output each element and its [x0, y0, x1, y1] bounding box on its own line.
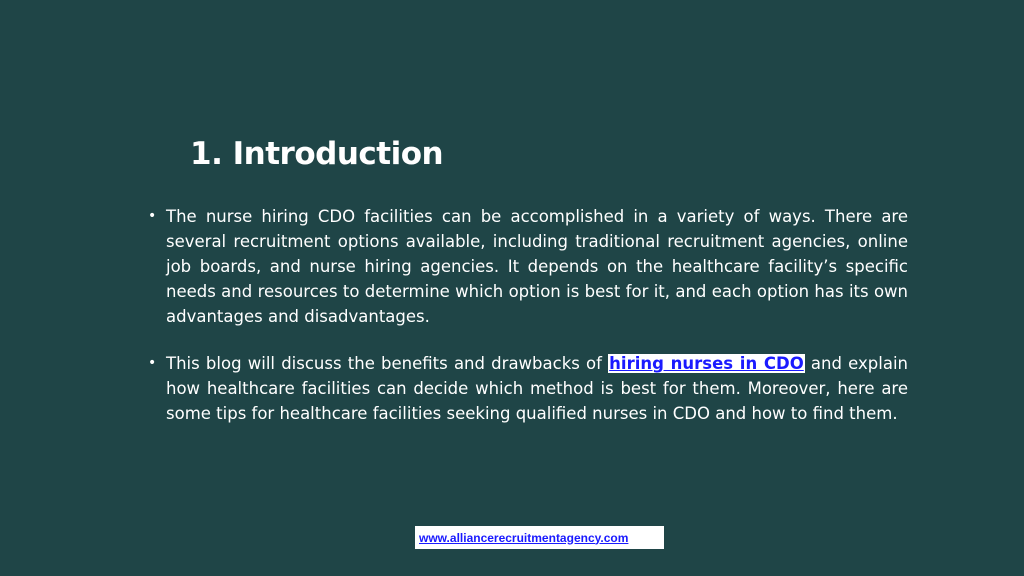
bullet-text: The nurse hiring CDO facilities can be accomplished in a variety of ways. There are several recruitment options available, including traditional recruitment agencies, online job boards, and nurse hiring agencies. It depends on the healthcare facility’s specific needs and resources to determine which option is best for it, and each option has its own advantages and disadvantages. — [166, 207, 908, 326]
bullet-text-after-link: and explain how healthcare facilities can decide which method is best for them. Moreover, here are some tips for healthcare facilities seeking qualified nurses in CDO and how to find them. — [166, 354, 909, 423]
bullet-icon: • — [148, 208, 157, 224]
bullet-item-2 — [146, 351, 908, 426]
website-link[interactable]: www.alliancerecruitmentagency.com — [419, 530, 629, 545]
bullet-icon: • — [148, 355, 157, 371]
bullet-list — [146, 204, 908, 448]
bullet-item-1 — [146, 204, 908, 329]
footer-link-box — [415, 526, 664, 549]
bullet-text-before-link: This blog will discuss the benefits and drawbacks of — [166, 354, 609, 373]
hiring-nurses-link[interactable]: hiring nurses in CDO — [609, 354, 804, 373]
slide-title: 1. Introduction — [190, 136, 444, 172]
